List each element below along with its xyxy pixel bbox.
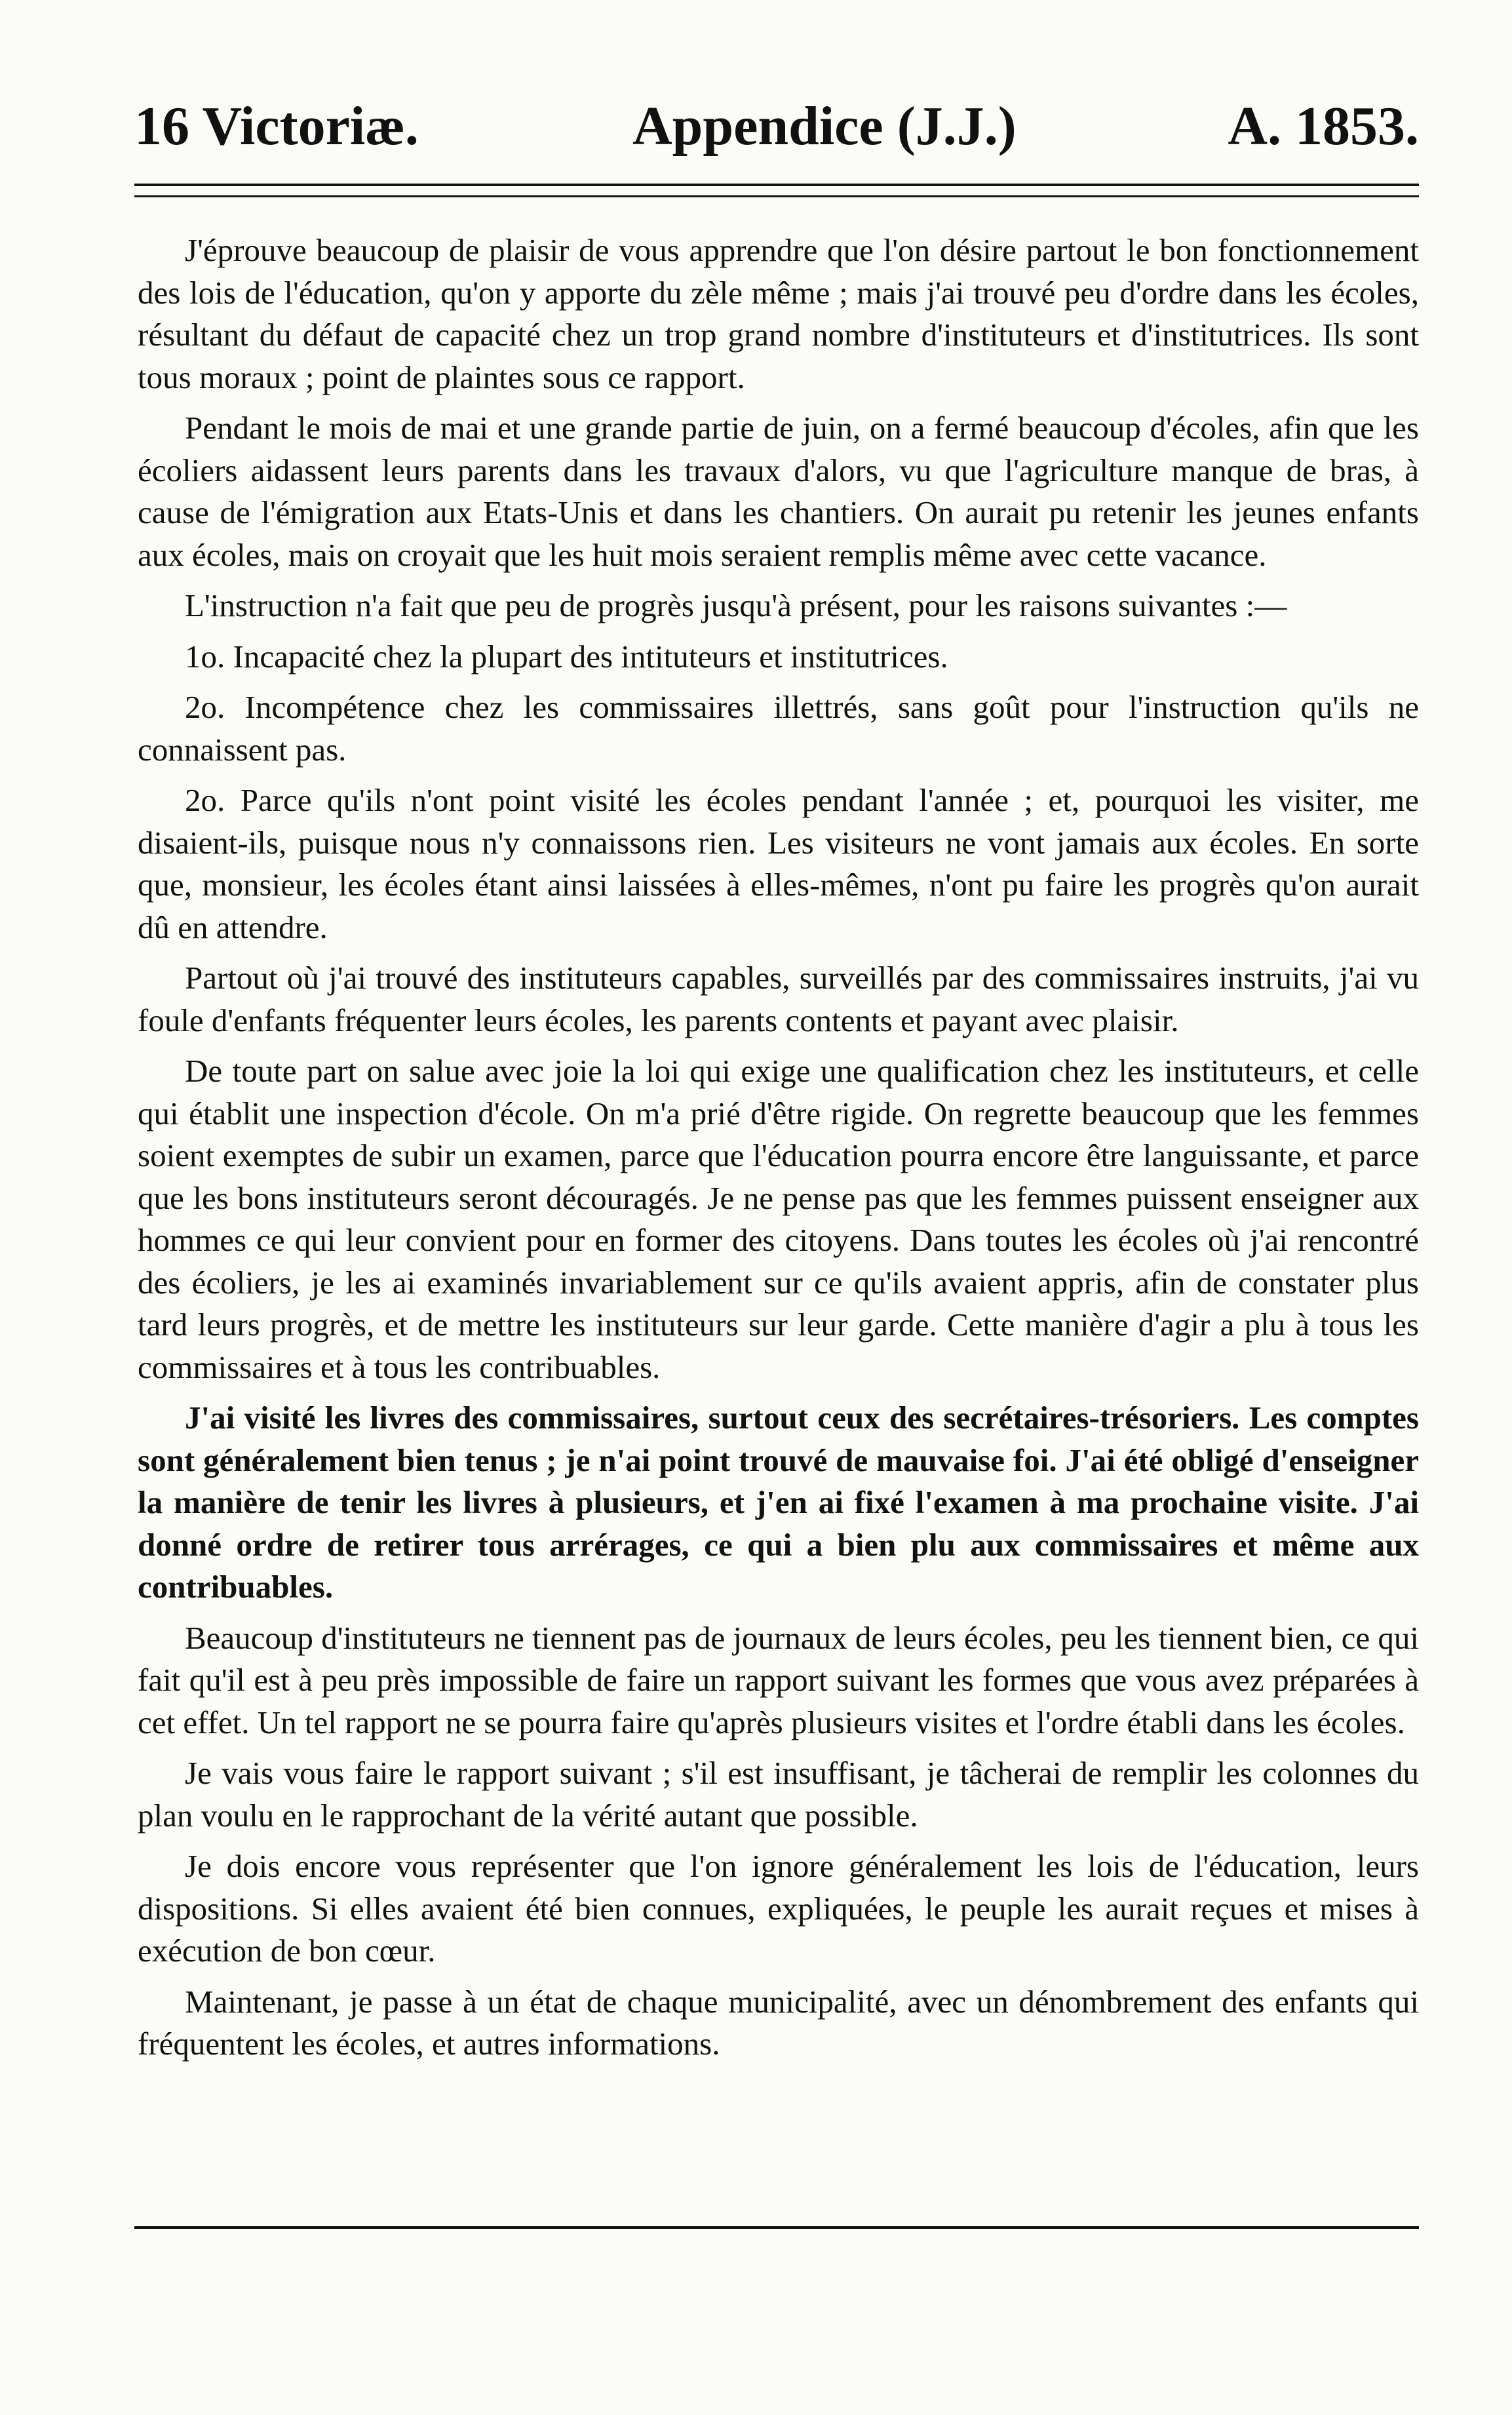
header-year: A. 1853.: [1228, 96, 1419, 157]
running-header: [134, 84, 1419, 169]
paragraph: L'instruction n'a fait que peu de progrès jusqu'à présent, pour les raisons suivantes :—: [185, 587, 1287, 623]
paragraph: Partout où j'ai trouvé des instituteurs capables, surveillés par des commissaires instruits, j'ai vu foule d'enfants fréquenter leurs écoles, les parents contents et payant avec plaisir.: [138, 960, 1419, 1038]
paragraph: Beaucoup d'instituteurs ne tiennent pas de journaux de leurs écoles, peu les tiennent bien, ce qui fait qu'il est à peu près impossible de faire un rapport suivant les formes que vous avez préparées à cet effet. Un tel rapport ne se pourra faire qu'après plusieurs visites et l'ordre établi dans les écoles.: [138, 1619, 1419, 1740]
paragraph: Je dois encore vous représenter que l'on ignore généralement les lois de l'éducation, leurs dispositions. Si elles avaient été bien connues, expliquées, le peuple les aurait reçues et mises à exécution de bon cœur.: [138, 1848, 1419, 1969]
body-text: [138, 229, 1419, 2074]
paragraph: J'ai visité les livres des commissaires, surtout ceux des secrétaires-trésoriers. Les comptes sont généralement bien tenus ; je n'ai point trouvé de mauvaise foi. J'ai été obligé d'enseigner la manière de tenir les livres à plusieurs, et j'en ai fixé l'examen à ma prochaine visite. J'ai donné ordre de retirer tous arrérages, ce qui a bien plu aux commissaires et même aux contribuables.: [138, 1400, 1419, 1605]
header-double-rule: [134, 184, 1419, 197]
footer-rule: [134, 2226, 1419, 2229]
list-item-reason-1: 1o. Incapacité chez la plupart des intituteurs et institutrices.: [185, 638, 948, 675]
paragraph: Je vais vous faire le rapport suivant ; s'il est insuffisant, je tâcherai de remplir les colonnes du plan voulu en le rapprochant de la vérité autant que possible.: [138, 1755, 1419, 1834]
paragraph: Pendant le mois de mai et une grande partie de juin, on a fermé beaucoup d'écoles, afin que les écoliers aidassent leurs parents dans les travaux d'alors, vu que l'agriculture manque de bras, à cause de l'émigration aux Etats-Unis et dans les chantiers. On aurait pu retenir les jeunes enfants aux écoles, mais on croyait que les huit mois seraient remplis même avec cette vacance.: [138, 410, 1419, 573]
paragraph: J'éprouve beaucoup de plaisir de vous apprendre que l'on désire partout le bon fonctionnement des lois de l'éducation, qu'on y apporte du zèle même ; mais j'ai trouvé peu d'ordre dans les écoles, résultant du défaut de capacité chez un trop grand nombre d'instituteurs et d'institutrices. Ils sont tous moraux ; point de plaintes sous ce rapport.: [138, 232, 1419, 395]
list-item-reason-2: 2o. Incompétence chez les commissaires illettrés, sans goût pour l'instruction qu'ils ne connaissent pas.: [138, 689, 1419, 768]
paragraph: Maintenant, je passe à un état de chaque municipalité, avec un dénombrement des enfants qui fréquentent les écoles, et autres informations.: [138, 1983, 1419, 2062]
paragraph: De toute part on salue avec joie la loi qui exige une qualification chez les instituteurs, et celle qui établit une inspection d'école. On m'a prié d'être rigide. On regrette beaucoup que les femmes soient exemptes de subir un examen, parce que l'éducation pourra encore être languissante, et parce que les bons instituteurs seront découragés. Je ne pense pas que les femmes puissent enseigner aux hommes ce qui leur convient pour en former des citoyens. Dans toutes les écoles où j'ai rencontré des écoliers, je les ai examinés invariablement sur ce qu'ils avaient appris, afin de constater plus tard leurs progrès, et de mettre les instituteurs sur leur garde. Cette manière d'agir a plu à tous les commissaires et à tous les contribuables.: [138, 1053, 1419, 1385]
list-item-reason-3: 2o. Parce qu'ils n'ont point visité les écoles pendant l'année ; et, pourquoi les visiter, me disaient-ils, puisque nous n'y connaissons rien. Les visiteurs ne vont jamais aux écoles. En sorte que, monsieur, les écoles étant ainsi laissées à elles-mêmes, n'ont pu faire les progrès qu'on aurait dû en attendre.: [138, 782, 1419, 945]
header-session: 16 Victoriæ.: [134, 96, 419, 157]
header-appendix: Appendice (J.J.): [632, 96, 1017, 157]
